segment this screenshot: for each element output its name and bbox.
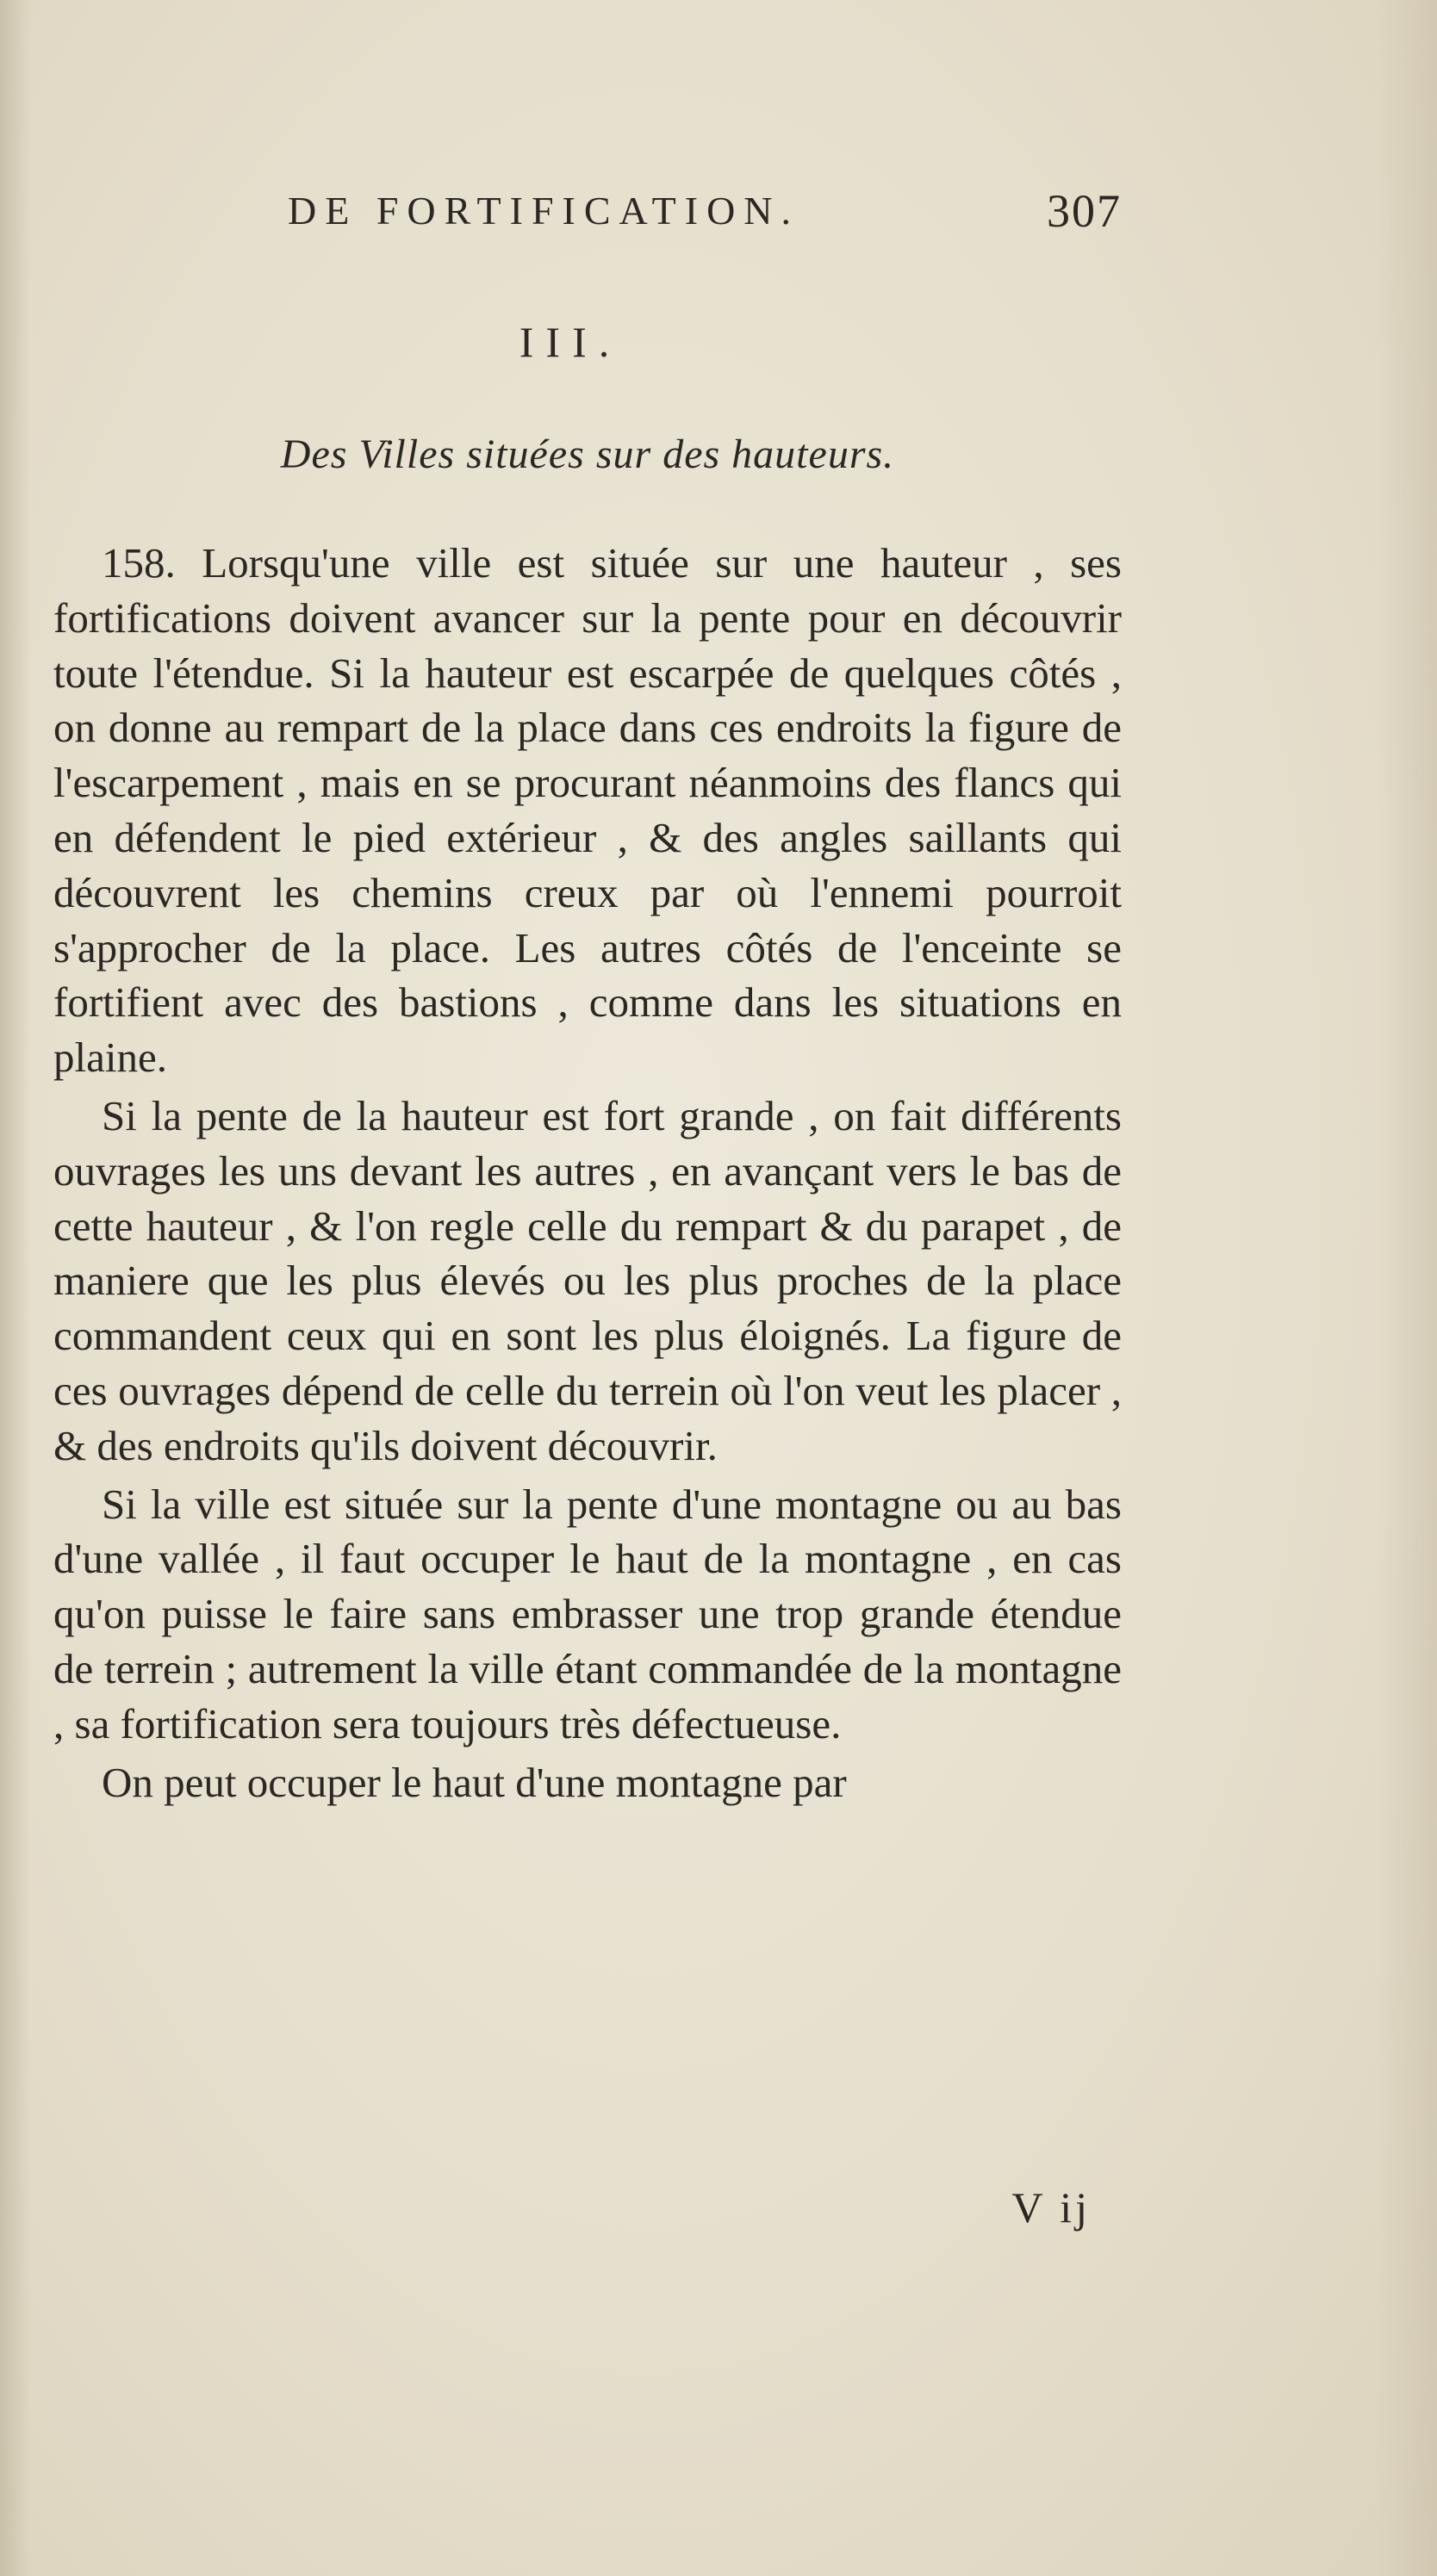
running-head xyxy=(53,185,1122,239)
page-gutter-shadow xyxy=(0,0,31,2576)
paragraph: On peut occuper le haut d'une montagne par xyxy=(102,1758,847,1806)
section-numeral: III. xyxy=(519,318,622,366)
running-title: DE FORTIFICATION. xyxy=(288,189,800,233)
section-heading: Des Villes situées sur des hauteurs. xyxy=(280,431,895,477)
page-number: 307 xyxy=(1047,185,1122,237)
paragraph: Si la pente de la hauteur est fort grande , on fait différents ouvrages les uns devant les autres , en avançant vers le bas de cette hauteur , & l'on regle celle du rempart & du parapet , de maniere que les plus élevés ou les plus proches de la place commandent ceux qui en sont les plus éloignés. La figure de ces ouvrages dépend de celle du terrein où l'on veut les placer , & des endroits qu'ils doivent découvrir. xyxy=(53,1091,1122,1469)
page-edge-shading xyxy=(1377,0,1437,2576)
signature-mark: V ij xyxy=(1011,2183,1091,2231)
paragraph: 158. Lorsqu'une ville est située sur une hauteur , ses fortifications doivent avancer sur la pente pour en découvrir toute l'étendue. Si la hauteur est escarpée de quelques côtés , on donne au rempart de la place dans ces endroits la figure de l'escarpement , mais en se procurant néanmoins des flancs qui en défendent le pied extérieur , & des angles saillants qui découvrent les chemins creux par où l'ennemi pourroit s'approcher de la place. Les autres côtés de l'enceinte se fortifient avec des bastions , comme dans les situations en plaine. xyxy=(53,539,1122,1082)
body-text xyxy=(53,536,1122,1809)
paragraph: Si la ville est située sur la pente d'une montagne ou au bas d'une vallée , il faut occuper le haut de la montagne , en cas qu'on puisse le faire sans embrasser une trop grande étendue de terrein ; autrement la ville étant commandée de la montagne , sa fortification sera toujours très défectueuse. xyxy=(53,1480,1122,1747)
